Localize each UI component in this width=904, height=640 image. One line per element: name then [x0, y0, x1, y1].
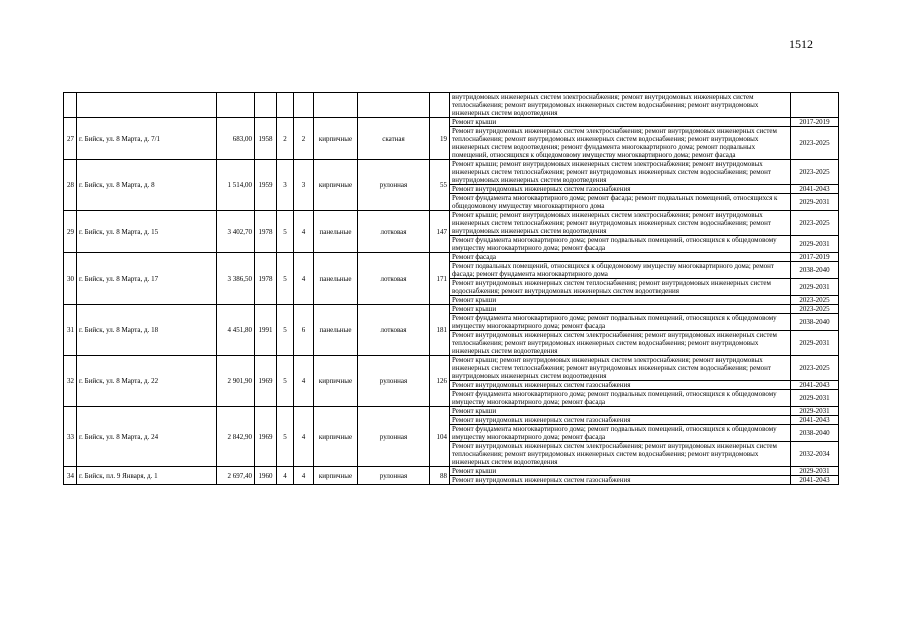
row-number-cell: 27 [64, 118, 77, 160]
work-type-cell: Ремонт фундамента многоквартирного дома; ремонт подвальных помещений, относящихся к общедомовому имуществу многоквартирного дома; ремонт фасада [450, 236, 791, 253]
apartments-cell: 181 [430, 305, 450, 356]
area-cell: 3 386,50 [217, 253, 255, 305]
wall-material-cell: панельные [314, 211, 358, 253]
floors-cell: 5 [277, 305, 294, 356]
area-cell [217, 93, 255, 118]
period-cell: 2029-2031 [791, 236, 839, 253]
work-type-cell: внутридомовых инженерных систем электроснабжения; ремонт внутридомовых инженерных систем теплоснабжения; ремонт внутридомовых инженерных систем водоснабжения; ремонт внутридомовых инженерных систем водоотведения [450, 93, 791, 118]
roof-type-cell: рулонная [358, 407, 430, 467]
period-cell: 2017-2019 [791, 118, 839, 127]
capital-repair-table [63, 92, 839, 485]
wall-material-cell: кирпичные [314, 160, 358, 211]
roof-type-cell: рулонная [358, 160, 430, 211]
period-cell: 2029-2031 [791, 331, 839, 356]
entrances-cell: 3 [294, 160, 314, 211]
floors-cell: 2 [277, 118, 294, 160]
row-number-cell: 30 [64, 253, 77, 305]
table-row [64, 356, 839, 381]
period-cell: 2041-2043 [791, 185, 839, 194]
period-cell: 2041-2043 [791, 381, 839, 390]
work-type-cell: Ремонт фундамента многоквартирного дома; ремонт подвальных помещений, относящихся к общедомовому имуществу многоквартирного дома; ремонт фасада [450, 390, 791, 407]
apartments-cell: 55 [430, 160, 450, 211]
period-cell: 2017-2019 [791, 253, 839, 262]
address-cell: г. Бийск, ул. 8 Марта, д. 17 [77, 253, 217, 305]
address-cell: г. Бийск, ул. 8 Марта, д. 8 [77, 160, 217, 211]
work-type-cell: Ремонт фасада [450, 253, 791, 262]
work-type-cell: Ремонт крыши [450, 118, 791, 127]
row-number-cell: 29 [64, 211, 77, 253]
work-type-cell: Ремонт крыши [450, 467, 791, 476]
address-cell: г. Бийск, пл. 9 Января, д. 1 [77, 467, 217, 485]
apartments-cell: 126 [430, 356, 450, 407]
year-built-cell: 1969 [255, 356, 277, 407]
period-cell: 2038-2040 [791, 425, 839, 442]
page-number: 1512 [789, 37, 813, 51]
period-cell [791, 93, 839, 118]
period-cell: 2029-2031 [791, 467, 839, 476]
area-cell: 2 901,90 [217, 356, 255, 407]
entrances-cell: 4 [294, 356, 314, 407]
address-cell [77, 93, 217, 118]
year-built-cell: 1969 [255, 407, 277, 467]
period-cell: 2041-2043 [791, 416, 839, 425]
roof-type-cell [358, 93, 430, 118]
floors-cell: 3 [277, 160, 294, 211]
period-cell: 2023-2025 [791, 127, 839, 160]
year-built-cell: 1978 [255, 253, 277, 305]
table-row [64, 93, 839, 118]
table-row [64, 211, 839, 236]
floors-cell: 5 [277, 407, 294, 467]
work-type-cell: Ремонт крыши [450, 407, 791, 416]
entrances-cell: 4 [294, 467, 314, 485]
period-cell: 2032-2034 [791, 442, 839, 467]
work-type-cell: Ремонт фундамента многоквартирного дома; ремонт подвальных помещений, относящихся к общедомовому имуществу многоквартирного дома; ремонт фасада [450, 425, 791, 442]
work-type-cell: Ремонт внутридомовых инженерных систем газоснабжения [450, 416, 791, 425]
work-type-cell: Ремонт внутридомовых инженерных систем газоснабжения [450, 476, 791, 485]
address-cell: г. Бийск, ул. 8 Марта, д. 22 [77, 356, 217, 407]
address-cell: г. Бийск, ул. 8 Марта, д. 15 [77, 211, 217, 253]
table-body [64, 93, 839, 485]
floors-cell [277, 93, 294, 118]
work-type-cell: Ремонт внутридомовых инженерных систем электроснабжения; ремонт внутридомовых инженерных систем теплоснабжения; ремонт внутридомовых инженерных систем водоснабжения; ремонт внутридомовых инженерных систем водоотведения [450, 331, 791, 356]
area-cell: 1 514,00 [217, 160, 255, 211]
period-cell: 2029-2031 [791, 390, 839, 407]
table-row [64, 253, 839, 262]
work-type-cell: Ремонт внутридомовых инженерных систем газоснабжения [450, 381, 791, 390]
work-type-cell: Ремонт внутридомовых инженерных систем теплоснабжения; ремонт внутридомовых инженерных систем водоснабжения; ремонт внутридомовых инженерных систем водоотведения [450, 279, 791, 296]
apartments-cell [430, 93, 450, 118]
apartments-cell: 104 [430, 407, 450, 467]
table-row [64, 160, 839, 185]
period-cell: 2038-2040 [791, 262, 839, 279]
row-number-cell [64, 93, 77, 118]
area-cell: 3 402,70 [217, 211, 255, 253]
floors-cell: 5 [277, 211, 294, 253]
entrances-cell: 4 [294, 253, 314, 305]
row-number-cell: 33 [64, 407, 77, 467]
area-cell: 2 842,90 [217, 407, 255, 467]
wall-material-cell [314, 93, 358, 118]
table-row [64, 305, 839, 314]
apartments-cell: 171 [430, 253, 450, 305]
work-type-cell: Ремонт подвальных помещений, относящихся к общедомовому имуществу многоквартирного дома; ремонт фасада; ремонт фундамента многоквартирного дома [450, 262, 791, 279]
floors-cell: 5 [277, 356, 294, 407]
period-cell: 2029-2031 [791, 279, 839, 296]
wall-material-cell: панельные [314, 253, 358, 305]
row-number-cell: 32 [64, 356, 77, 407]
table-row [64, 407, 839, 416]
year-built-cell [255, 93, 277, 118]
row-number-cell: 28 [64, 160, 77, 211]
floors-cell: 5 [277, 253, 294, 305]
address-cell: г. Бийск, ул. 8 Марта, д. 7/1 [77, 118, 217, 160]
wall-material-cell: кирпичные [314, 407, 358, 467]
floors-cell: 4 [277, 467, 294, 485]
work-type-cell: Ремонт крыши [450, 296, 791, 305]
roof-type-cell: рулонная [358, 467, 430, 485]
apartments-cell: 88 [430, 467, 450, 485]
roof-type-cell: лотковая [358, 211, 430, 253]
roof-type-cell: лотковая [358, 305, 430, 356]
work-type-cell: Ремонт фундамента многоквартирного дома; ремонт подвальных помещений, относящихся к общедомовому имуществу многоквартирного дома; ремонт фасада [450, 314, 791, 331]
table-row [64, 467, 839, 476]
work-type-cell: Ремонт крыши; ремонт внутридомовых инженерных систем электроснабжения; ремонт внутридомовых инженерных систем теплоснабжения; ремонт внутридомовых инженерных систем водоснабжения; ремонт внутридомовых инженерных систем водоотведения [450, 160, 791, 185]
roof-type-cell: лотковая [358, 253, 430, 305]
area-cell: 683,00 [217, 118, 255, 160]
period-cell: 2023-2025 [791, 160, 839, 185]
work-type-cell: Ремонт крыши; ремонт внутридомовых инженерных систем электроснабжения; ремонт внутридомовых инженерных систем теплоснабжения; ремонт внутридомовых инженерных систем водоснабжения; ремонт внутридомовых инженерных систем водоотведения [450, 356, 791, 381]
work-type-cell: Ремонт внутридомовых инженерных систем электроснабжения; ремонт внутридомовых инженерных систем теплоснабжения; ремонт внутридомовых инженерных систем водоснабжения; ремонт внутридомовых инженерных систем водоотведения [450, 442, 791, 467]
area-cell: 4 451,80 [217, 305, 255, 356]
address-cell: г. Бийск, ул. 8 Марта, д. 18 [77, 305, 217, 356]
entrances-cell [294, 93, 314, 118]
table-row [64, 118, 839, 127]
wall-material-cell: кирпичные [314, 356, 358, 407]
work-type-cell: Ремонт внутридомовых инженерных систем электроснабжения; ремонт внутридомовых инженерных систем теплоснабжения; ремонт внутридомовых инженерных систем водоснабжения; ремонт внутридомовых инженерных систем водоотведения; ремонт фундамента многоквартирного дома; ремонт подвальных помещений, относящихся к общедомовому имуществу многоквартирного дома; ремонт фасада [450, 127, 791, 160]
address-cell: г. Бийск, ул. 8 Марта, д. 24 [77, 407, 217, 467]
entrances-cell: 4 [294, 407, 314, 467]
year-built-cell: 1960 [255, 467, 277, 485]
period-cell: 2041-2043 [791, 476, 839, 485]
work-type-cell: Ремонт крыши [450, 305, 791, 314]
apartments-cell: 19 [430, 118, 450, 160]
wall-material-cell: кирпичные [314, 118, 358, 160]
row-number-cell: 34 [64, 467, 77, 485]
year-built-cell: 1991 [255, 305, 277, 356]
wall-material-cell: кирпичные [314, 467, 358, 485]
year-built-cell: 1959 [255, 160, 277, 211]
period-cell: 2023-2025 [791, 356, 839, 381]
period-cell: 2023-2025 [791, 211, 839, 236]
year-built-cell: 1978 [255, 211, 277, 253]
period-cell: 2038-2040 [791, 314, 839, 331]
row-number-cell: 31 [64, 305, 77, 356]
work-type-cell: Ремонт фундамента многоквартирного дома; ремонт фасада; ремонт подвальных помещений, относящихся к общедомовому имуществу многоквартирного дома [450, 194, 791, 211]
entrances-cell: 2 [294, 118, 314, 160]
work-type-cell: Ремонт крыши; ремонт внутридомовых инженерных систем электроснабжения; ремонт внутридомовых инженерных систем теплоснабжения; ремонт внутридомовых инженерных систем водоснабжения; ремонт внутридомовых инженерных систем водоотведения [450, 211, 791, 236]
roof-type-cell: скатная [358, 118, 430, 160]
wall-material-cell: панельные [314, 305, 358, 356]
work-type-cell: Ремонт внутридомовых инженерных систем газоснабжения [450, 185, 791, 194]
period-cell: 2023-2025 [791, 305, 839, 314]
year-built-cell: 1958 [255, 118, 277, 160]
period-cell: 2023-2025 [791, 296, 839, 305]
period-cell: 2029-2031 [791, 407, 839, 416]
entrances-cell: 6 [294, 305, 314, 356]
area-cell: 2 697,40 [217, 467, 255, 485]
apartments-cell: 147 [430, 211, 450, 253]
entrances-cell: 4 [294, 211, 314, 253]
period-cell: 2029-2031 [791, 194, 839, 211]
roof-type-cell: рулонная [358, 356, 430, 407]
